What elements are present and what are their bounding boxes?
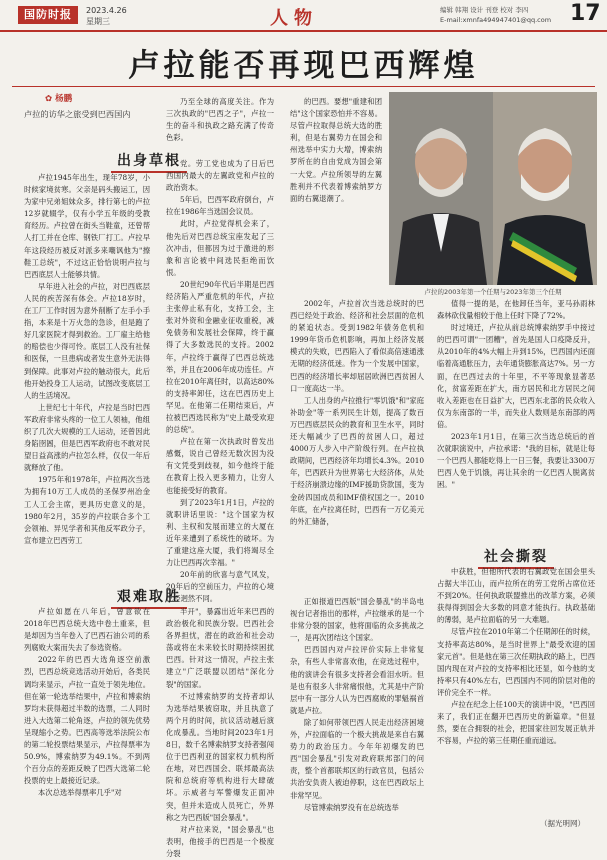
subhead-roots: 出身草根	[24, 150, 274, 170]
column-c1: 卢拉1945年出生，现年78岁，小时候家境贫寒。父亲是码头搬运工，因为家中兄弟姐妹众多，排行第七的卢拉12岁就辍学，仅有小学五年级的受教育经历。卢拉曾在街头当鞋童，还曾帮人打工并在仓库、钢铁厂打工。卢拉早年这段经历被反对派多来嘲讽他为"擦鞋工总统"，不过这正恰恰说明卢拉与巴西底层人士能够共情。 早年进入社会的卢拉，对巴西底层人民的疾苦深有体会。卢拉18岁时，在工厂工作时因为意外削断了左手小手指，本来是十万火急的急诊，但是跑了好几家医院才得到救治。工厂雇主给他的赔偿也少得可怜。底层工人没有社保和医保，一旦患病或者发生意外无法得到保障。此事对卢拉的触动很大，此后他开始投身工人运动，试图改变底层工人的生活境况。 上世纪七十年代，卢拉是当时巴西军政府非常头疼的一位工人领袖，他组织了几次大规模的工人运动，还曾因此身陷囹圄，但是巴西军政府也不敢对民望日益高涨的卢拉怎么样，仅仅一年后就释放了他。 1975年和1978年，卢拉两次当选为拥有10万工人成员的圣保罗州冶金工人工会主席，更具历史意义的是，1980年2月，35岁的卢拉联合多个工会领袖、异见学者和其他反军政分子，宣布建立巴西劳工	[24, 173, 150, 545]
masthead	[0, 0, 607, 32]
column-d2: 正如报道巴西版"国会暴乱"的半岛电视台记者指出的那样，卢拉继承的是一个非常分裂的国家，他将面临的众多挑战之一，是再次团结这个国家。 巴西国内对卢拉评价实际上非常复杂，有些人非常喜欢他，在竞选过程中，他的演讲会有很多支持者会看泪水听。但是也有很多人非常痛恨他，尤其是中产阶层中有一部分人认为巴西腐败的罪魁祸首就是卢拉。 除了如何带领巴西人民走出经济困境外，卢拉面临的一个极大挑战是来自右翼势力的政治压力。今年年初爆发的巴西"国会暴乱"引发对政府联邦部门的问责，整个首都联邦区的行政官员，包括公共治安负责人被迫停职，这在巴西政坛上非常罕见。 尽管博索纳罗没有在总统选举	[290, 597, 424, 812]
source-credit: （据光明网）	[540, 819, 585, 828]
column-b1: 的巴西。要想"重建和团结"这个国家恐怕并不容易。尽管卢拉取得总统大选的胜利，但是右翼势力在国会和州选举中实力大增，博索纳罗所在的自由党成为国会第一大党。卢拉所领导的左翼胜利并不代表着博索纳罗方面的右翼退潮了。	[290, 97, 382, 203]
column-c2: 党。劳工党也成为了日后巴西国内最大的左翼政党和卢拉的政治资本。 5年后，巴西军政府倒台，卢拉在1986年当选国会议员。 此时，卢拉觉得机会来了，他先后对巴西总统宝座发起了三次冲击，但都因为过于激进的形象和言论被中间选民拒绝而饮恨。 20世纪90年代后半期是巴西经济陷入严重危机的年代，卢拉主张停止私有化，支持工会，主张对外资和金融业征收重税，减免债务和发展社会保障，终于赢得了大多数选民的支持。2002年，卢拉终于赢得了巴西总统选举，并且在2006年成功连任。卢拉在2010年离任时，以高达80%的支持率卸任，这在巴西历史上罕见。在他第二任期结束后，卢拉被巴西选民称为"史上最受欢迎的总统"。 卢拉在第一次执政时曾发出感慨，说自己曾经无数次因为没有文凭受到歧视，如今他终于能在教育上投入更多精力，让穷人也能接受好的教育。 到了2023年1月1日，卢拉的就职讲话里说："这个国家为权利、主权和发展而建立的大厦在近年来遭到了系统性的破坏。为了重建这座大厦，我们将竭尽全力让巴西再次幸福。" 20年前的欣喜与意气风发，20年后的空前压力，卢拉的心境已经迥然不同。	[166, 159, 274, 604]
subhead-social-divide: 社会撕裂	[437, 546, 595, 566]
photo-caption: 卢拉的2003年第一个任期与2023年第三个任期	[424, 288, 562, 296]
column-e1: 值得一提的是，在他卸任当年，亚马孙雨林森林砍伐量相较于他上任时下降了72%。 时过境迁，卢拉从前总统博索纳罗手中接过的巴西可谓"一团糟"，首先是国人口疫降反升，从2010年的4%大幅上升到15%，巴西国内还面临着高通胀压力，去年通货膨胀高达7%。另一方面，在巴西过去的十年里，不平等现象显著恶化，贫富差距在扩大，南方居民和北方居民之间收入差距也在日益扩大，巴西东北部的民众收入仅为东南部的一半，而失业人数则是东南部的两倍。 2023年1月1日，在第三次当选总统后的首次就职演说中，卢拉承诺："我的目标，就是让每一个巴西人都能吃得上一日三餐，我要让3300万巴西人免于饥饿，再让其余的一亿巴西人脱离贫困。"	[437, 299, 595, 490]
issue-date	[86, 5, 127, 27]
headline-divider	[12, 86, 595, 87]
newspaper-logo: 国防时报	[18, 6, 78, 24]
editor-credits	[440, 5, 551, 25]
lula-photo	[389, 92, 597, 285]
column-d1: 2002年，卢拉首次当选总统时的巴西已经处于政治、经济和社会层面的危机的紧追状态。受到1982年债务危机和1999年货币危机影响，再加上经济发展模式的失败，巴西陷入了看似高倍速通涨无期的经济低迷。作为一个发展中国家，巴西的经济增长率却屈居欧洲巴西贫困人口一度高达一半。 工人出身的卢拉推行"零饥饿"和"家庭补助金"等一系列民生计划，提高了数百万巴西底层民众的教育和卫生水平，同时还大幅减少了巴西的贫困人口，超过4000万人步入中产阶级行列。在卢拉执政期间，巴西经济年均增长4.3%。2010年，巴西跃升为世界第七大经济体，从处于经济崩溃边缘的IMF援助贷款国，变为金砖四国成员和IMF债权国之一。2010年底，在卢拉离任时，巴西有一万亿美元的外汇储备，	[290, 299, 424, 526]
weekday-text: 星期三	[86, 17, 110, 26]
author-name: 杨鹏	[55, 94, 73, 104]
column-c4: 半开"，暴露出近年来巴西的政治极化和民族分裂。巴西社会各界担忧，潜在的政治和社会动荡或将在未来较长时期持续困扰巴西。针对这一情况，卢拉主张建立"广泛联盟以团结"深化分裂"的国家。 不过博索纳罗的支持者却认为选举结果被窃取，并且执意了两个月的时间，抗议活动越后演化成暴乱。当地时间2023年1月8日，数千名博索纳罗支持者强闯位于巴西利亚的国家权力机构所在地，对巴西国会、联邦最高法院和总统府等机构进行大肆破坏。示威者与军警爆发正面冲突，但并未造成人员死亡，外界称之为巴西版"国会暴乱"。 对卢拉来说，"国会暴乱"也表明，他接手的巴西是一个极度分裂	[166, 607, 274, 858]
column-a1: 乃至全球的高度关注。作为三次执政的"巴西之子"，卢拉一生的奋斗和执政之路充满了传奇色彩。	[166, 97, 274, 143]
headline: 卢拉能否再现巴西辉煌	[128, 48, 479, 84]
column-e2: 中获胜，但他所代表的右翼政党在国会里头占据大半江山，而卢拉所在的劳工党所占席位还不到20%。任何执政联盟推出的改革方案，必须获得得到国会大多数的同意才能执行。执政基础的薄弱，是卢拉面临的另一大难题。 尽管卢拉在2010年第二个任期卸任的时候，支持率高达80%，是当时世界上"最受欢迎的国家元首"。但是他在第三次任期执政的路上，巴西国内现在对卢拉的支持率相比还显，如今他的支持率只有40%左右，巴西国内不同的阶层对他的评价完全不一样。 卢拉在纪念上任100天的演讲中说，"巴西回来了，我们正在翻开巴西历史的新篇章。"但显然，要在合拥裂的社会，把国家往回发展正轨并不容易，卢拉的第三任期任重而道远。	[437, 567, 595, 746]
portrait-illustration	[389, 92, 597, 285]
email-line: E-mail:xmnfa494947401@qq.com	[440, 16, 552, 24]
lede: 卢拉的访华之旅受到巴西国内	[24, 109, 131, 119]
column-c3: 卢拉如愿在八年后，曾意欲在2018年巴西总统大选中卷土重来，但是却因为当年卷入了巴西石油公司的系列腐败大案而失去了参选资格。 2022年的巴西大选角逐空前激烈，巴西总统竞选活动开始后，各类民调均来显示，卢拉一直处于领先地位。但在第一轮选举结果中，卢拉和博索纳罗均未获得超过半数的选票，二人同时进入大选第二轮角逐，卢拉的领先优势呈现缩小之势。巴西高等选举法院公布的第二轮投票结果显示，卢拉得票率为50.9%，博索纳罗为49.1%。不到两个百分点的差距反映了巴西大选第二轮投票的史上最接近记录。 本次总选举得票率几乎"对	[24, 607, 150, 798]
editors-line: 编辑 韩翔 设计 刊登 校对 李四	[440, 6, 529, 14]
subhead-narrow-win: 艰难取胜	[24, 586, 274, 606]
section-title: 人物	[270, 8, 318, 29]
date-text: 2023.4.26	[86, 6, 127, 15]
page-number: 17	[570, 1, 601, 26]
byline: ✿ 杨鹏	[45, 94, 73, 104]
